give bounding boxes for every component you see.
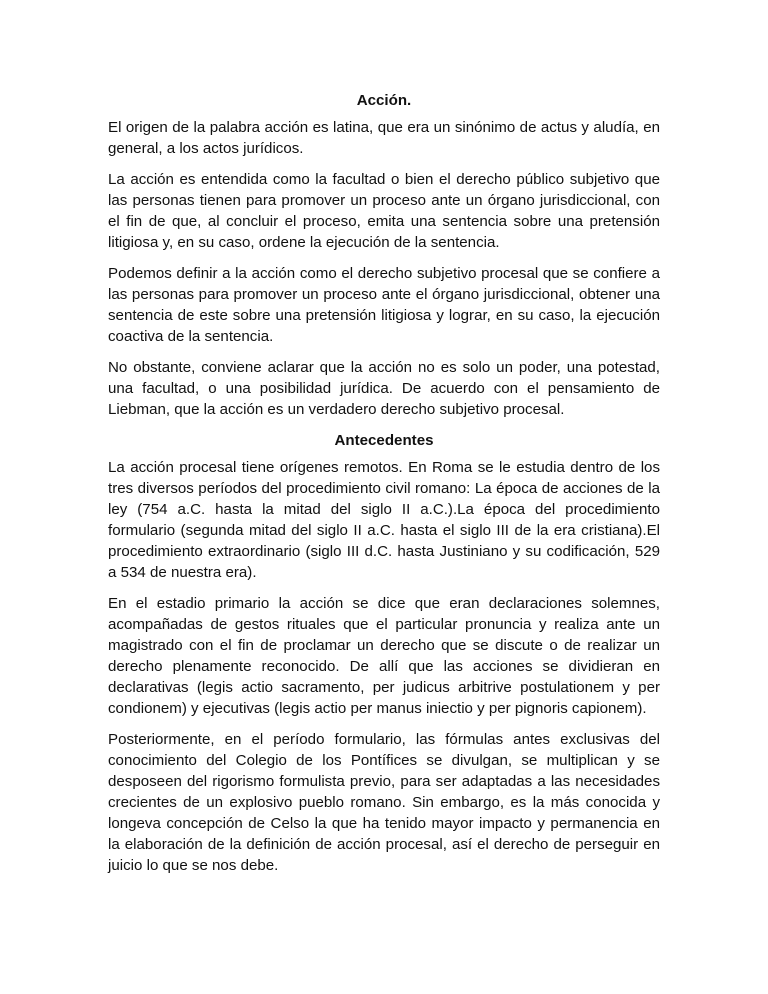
paragraph-derecho-subjetivo: Podemos definir a la acción como el derecho subjetivo procesal que se confiere a las personas para promover un proceso ante el órgano jurisdiccional, obtener una sentencia de este sobre una pretensión litigiosa y lograr, en su caso, la ejecución coactiva de la sentencia.	[108, 265, 660, 345]
paragraph-definicion-facultad: La acción es entendida como la facultad o bien el derecho público subjetivo que las personas tienen para promover un proceso ante un órgano jurisdiccional, con el fin de que, al concluir el proceso, emita una sentencia sobre una pretensión litigiosa y, en su caso, ordene la ejecución de la sentencia.	[108, 171, 660, 251]
paragraph-liebman: No obstante, conviene aclarar que la acción no es solo un poder, una potestad, una facultad, o una posibilidad jurídica. De acuerdo con el pensamiento de Liebman, que la acción es un verdadero derecho subjetivo procesal.	[108, 359, 660, 418]
paragraph-estadio-primario: En el estadio primario la acción se dice que eran declaraciones solemnes, acompañadas de gestos rituales que el particular pronuncia y realiza ante un magistrado con el fin de proclamar un derecho que se discute o de realizar un derecho plenamente reconocido. De allí que las acciones se dividieran en declarativas (legis actio sacramento, per judicus arbitrive postulationem y per condionem) y ejecutivas (legis actio per manus iniectio y per pignoris capionem).	[108, 595, 660, 717]
paragraph-periodo-formulario: Posteriormente, en el período formulario, las fórmulas antes exclusivas del conocimiento del Colegio de los Pontífices se divulgan, se multiplican y se desposeen del rigorismo formulista previo, para ser adaptadas a las necesidades crecientes de un explosivo pueblo romano. Sin embargo, es la más conocida y longeva concepción de Celso la que ha tenido mayor impacto y permanencia en la elaboración de la definición de acción procesal, así el derecho de perseguir en juicio lo que se nos debe.	[108, 731, 660, 874]
paragraph-origen: El origen de la palabra acción es latina, que era un sinónimo de actus y aludía, en general, a los actos jurídicos.	[108, 119, 660, 157]
document-title: Acción.	[356, 92, 412, 109]
document-body	[108, 90, 660, 886]
paragraph-origenes-remotos: La acción procesal tiene orígenes remotos. En Roma se le estudia dentro de los tres diversos períodos del procedimiento civil romano: La época de acciones de la ley (754 a.C. hasta la mitad del siglo II a.C.).La época del procedimiento formulario (segunda mitad del siglo II a.C. hasta el siglo III de la era cristiana).El procedimiento extraordinario (siglo III d.C. hasta Justiniano y su codificación, 529 a 534 de nuestra era).	[108, 459, 660, 581]
section-heading-antecedentes: Antecedentes	[334, 432, 434, 449]
